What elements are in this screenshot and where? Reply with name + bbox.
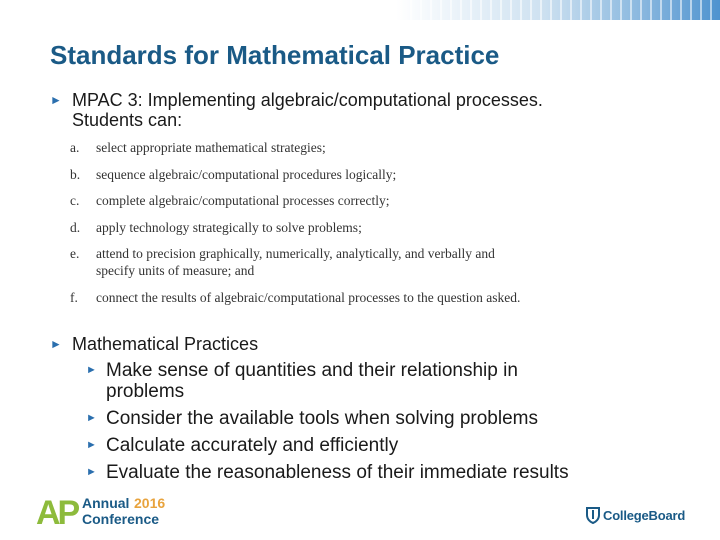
bullet-mathematical-practices	[50, 334, 650, 354]
list-text: apply technology strategically to solve problems;	[96, 219, 362, 235]
bullet-mathematical-practices-text: Mathematical Practices	[72, 334, 259, 354]
ap-logo-annual: Annual	[82, 495, 130, 511]
list-text: select appropriate mathematical strategies;	[96, 140, 326, 155]
list-letter: a.	[70, 140, 80, 155]
acorn-shield-icon	[586, 506, 600, 524]
college-board-text: CollegeBoard	[603, 507, 686, 523]
list-text: sequence algebraic/computational procedures logically;	[96, 166, 397, 182]
triangle-bullet-icon: ►	[50, 93, 62, 107]
triangle-bullet-icon: ►	[86, 412, 97, 424]
triangle-bullet-icon: ►	[86, 466, 97, 478]
list-letter: b.	[70, 166, 81, 182]
list-letter: d.	[70, 219, 81, 235]
practice-item	[86, 360, 666, 402]
practice-text	[106, 360, 518, 402]
triangle-bullet-icon: ►	[86, 439, 97, 451]
practice-item	[86, 435, 666, 456]
list-letter: f.	[70, 289, 78, 305]
bullet-mpac3-line1: MPAC 3: Implementing algebraic/computational processes.	[72, 90, 543, 110]
ap-logo-year: 2016	[134, 495, 166, 511]
list-item	[70, 166, 660, 183]
list-item	[70, 245, 660, 279]
list-item	[70, 219, 660, 236]
triangle-bullet-icon: ►	[86, 364, 97, 376]
ap-logo-letters: AP	[36, 494, 78, 528]
practice-line2: problems	[106, 381, 185, 402]
practice-line1: Make sense of quantities and their relationship in	[106, 360, 518, 381]
list-letter: c.	[70, 193, 80, 208]
header-decoration	[0, 0, 720, 20]
practices-list	[86, 360, 666, 489]
list-item	[70, 289, 660, 306]
mpac3-sublist	[70, 139, 660, 315]
triangle-bullet-icon: ►	[50, 337, 62, 351]
list-text	[96, 245, 495, 279]
list-text: complete algebraic/computational processes correctly;	[96, 193, 390, 208]
practice-item	[86, 408, 666, 429]
list-item	[70, 192, 660, 209]
practice-item	[86, 462, 666, 483]
college-board-logo	[586, 504, 696, 526]
bullet-mpac3-text	[72, 90, 543, 130]
list-text: connect the results of algebraic/computational processes to the question asked.	[96, 289, 521, 305]
slide-title: Standards for Mathematical Practice	[50, 40, 500, 70]
bullet-mpac3	[50, 90, 650, 130]
list-text-line2: specify units of measure; and	[96, 263, 255, 278]
list-letter: e.	[70, 246, 80, 261]
practice-text: Evaluate the reasonableness of their immediate results	[106, 462, 569, 483]
bullet-mpac3-line2: Students can:	[72, 110, 183, 130]
list-text-line1: attend to precision graphically, numerically, analytically, and verbally and	[96, 246, 495, 261]
ap-logo-conference: Conference	[82, 511, 160, 527]
ap-annual-conference-logo	[36, 494, 186, 528]
practice-text: Consider the available tools when solving problems	[106, 408, 538, 429]
practice-text: Calculate accurately and efficiently	[106, 435, 399, 456]
list-item	[70, 139, 660, 156]
